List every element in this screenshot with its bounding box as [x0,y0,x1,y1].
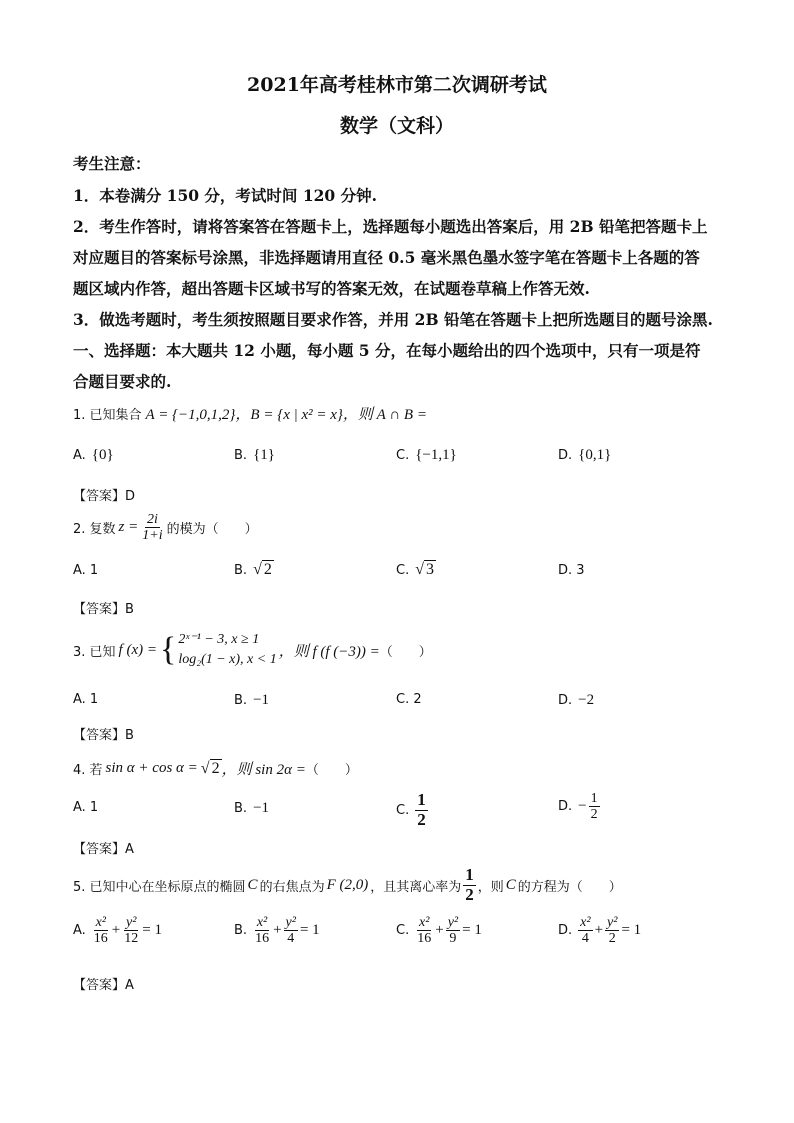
option-label: D. [558,923,573,939]
option-label: B. [234,448,248,463]
question-2-prefix: 2. 复数 [73,522,116,538]
piecewise-cases [178,630,276,671]
q1-option-d[interactable] [558,447,611,464]
eccentricity-fraction [463,866,476,904]
fraction-denominator: 4 [287,931,295,947]
option-label: C. [396,802,410,818]
brace-symbol: { [159,631,177,669]
option-text: D. 3 [558,563,585,578]
option-value: {−1,1} [415,447,457,463]
q2-option-d[interactable] [558,563,585,578]
section-heading-line-1: 一、选择题：本大题共 12 小题，每小题 5 分，在每小题给出的四个选项中，只有一项是符 [73,341,701,360]
notice-line-2: 2．考生作答时，请将答案答在答题卡上，选择题每小题选出答案后，用 2B 铅笔把答题卡上 [73,217,708,236]
fraction-numerator: 1 [417,790,426,809]
fraction-numerator: x² [580,915,591,930]
question-5 [73,866,622,904]
answer-label: 【答案】 [73,489,126,504]
q4-option-d[interactable] [558,791,602,823]
sqrt-radicand: 3 [426,561,434,578]
notice-heading: 考生注意： [73,154,151,173]
option-label: A. [73,448,86,463]
option-value: {0,1} [578,447,612,463]
option-label: B. [234,801,248,816]
fraction-numerator: y² [285,915,296,930]
q4-option-b[interactable] [234,800,269,817]
plus-sign: + [273,922,282,939]
q5-option-d[interactable] [558,915,641,947]
ellipse-c: C [505,876,516,893]
plus-sign: + [435,922,444,939]
q3-option-c[interactable] [396,692,422,707]
fraction-numerator: y² [607,915,618,930]
answer-value: B [125,728,134,743]
option-value: −1 [253,800,270,816]
option-fraction [589,791,600,823]
notice-line-4: 题区域内作答，超出答题卡区域书写的答案无效，在试题卷草稿上作答无效. [73,279,590,298]
option-label: C. [396,448,410,463]
fraction-numerator: y² [447,915,459,930]
option-fraction [446,915,460,947]
equals-one: = 1 [299,922,320,939]
minus-sign: − [578,798,587,815]
answer-label: 【答案】 [73,842,126,857]
question-3-prefix: 3. 已知 [73,644,116,660]
sqrt-radicand: 2 [211,759,220,777]
question-5-text: ，且其离心率为 [370,879,462,895]
notice-line-3: 对应题目的答案标号涂黑，非选择题请用直径 0.5 毫米黑色墨水签字笔在答题卡上各题的答 [73,248,700,267]
option-label: B. [234,562,248,578]
fraction-denominator: 16 [417,931,432,947]
fraction-denominator: 4 [581,931,589,947]
notice-line-5: 3．做选考题时，考生须按照题目要求作答，并用 2B 铅笔在答题卡上把所选题目的题号涂黑. [73,310,713,329]
fraction-numerator: x² [95,915,106,930]
question-4-suffix: （ ） [305,763,358,778]
fraction-denominator: 9 [449,931,457,947]
answer-value: B [125,602,134,617]
question-4-math: sin α + cos α = [105,760,198,776]
fraction-denominator: 16 [93,931,108,947]
fraction-denominator: 2 [417,809,426,829]
ellipse-c: C [247,876,258,893]
q5-option-b[interactable] [234,915,320,947]
question-4-prefix: 4. 若 [73,763,103,778]
equals-one: = 1 [621,922,642,939]
q2-answer [73,598,134,617]
q1-option-c[interactable] [396,447,457,464]
option-label: C. [396,562,410,578]
option-text: A. 1 [73,563,99,578]
sqrt-symbol: √ 2 [200,759,220,777]
question-5-text: 的右焦点为 [259,879,325,895]
q2-option-a[interactable] [73,563,98,578]
option-text: C. 2 [396,692,422,707]
equals-one: = 1 [142,922,162,939]
question-4-math-suffix: ，则 sin 2α = [221,762,306,778]
question-3 [73,630,432,671]
q3-option-b[interactable] [234,692,269,709]
option-fraction [578,915,592,947]
q1-answer [73,485,135,504]
question-5-text: ，则 [477,879,504,895]
option-value: −2 [578,692,595,708]
case-2: log₂(1 − x), x < 1 [178,652,277,668]
answer-label: 【答案】 [73,978,126,993]
q3-option-d[interactable] [558,692,594,709]
fraction-denominator: 2 [608,931,616,947]
question-2-z: z = [118,519,139,536]
question-2-suffix: 的模为（ ） [166,522,258,538]
question-1-math: A = {−1,0,1,2}，B = {x | x² = x}，则 A ∩ B = [145,407,427,423]
option-label: C. [396,923,410,939]
answer-label: 【答案】 [73,728,126,743]
option-label: D. [558,693,573,708]
option-fraction [284,915,298,947]
fraction-denominator: 2 [590,807,598,823]
question-2-fraction [140,512,164,544]
option-text: A. 1 [73,800,99,815]
case-1: 2ˣ⁻¹ − 3, x ≥ 1 [178,632,260,647]
option-fraction [415,915,433,947]
fraction-numerator: x² [419,915,430,930]
option-label: D. [558,448,573,463]
q2-option-c[interactable] [396,561,436,579]
option-text: A. 1 [73,692,99,707]
question-1 [73,403,427,424]
question-3-suffix: （ ） [379,644,432,660]
q1-option-b[interactable] [234,447,275,464]
question-3-math: ，则 f (f (−3)) = [278,643,380,660]
answer-value: A [125,978,134,993]
fraction-denominator: 1+i [142,528,163,544]
sqrt-symbol: √ 3 [415,561,434,578]
q3-answer [73,724,134,743]
fraction-denominator: 16 [255,931,270,947]
sqrt-symbol: √ 2 [253,561,272,578]
option-fraction [415,791,428,829]
exam-subtitle: 数学（文科） [339,115,454,137]
q5-option-a[interactable] [73,915,162,947]
q5-option-c[interactable] [396,915,482,947]
option-fraction [92,915,110,947]
answer-value: A [125,842,134,857]
fraction-numerator: y² [126,915,137,930]
question-5-prefix: 5. 已知中心在坐标原点的椭圆 [73,879,246,895]
option-value: −1 [253,692,270,708]
question-5-suffix: 的方程为（ ） [517,879,622,895]
option-value: {1} [253,447,275,463]
fraction-numerator: 1 [590,791,598,806]
q2-option-b[interactable] [234,561,274,579]
piecewise-brace [160,630,277,671]
q1-option-a[interactable] [73,447,114,464]
fraction-numerator: x² [256,915,268,930]
notice-line-1: 1．本卷满分 150 分，考试时间 120 分钟. [73,186,377,205]
focus-point: F (2,0) [326,876,369,893]
option-label: B. [234,923,248,939]
question-4 [73,758,358,779]
option-label: B. [234,693,248,708]
q4-answer [73,838,134,857]
q3-option-a[interactable] [73,692,98,707]
option-fraction [253,915,271,947]
fraction-denominator: 2 [465,884,474,904]
section-heading-line-2: 合题目要求的. [73,372,172,391]
q4-option-a[interactable] [73,800,98,815]
fraction-denominator: 12 [124,931,139,947]
question-3-fx: f (x) = [118,641,157,658]
option-label: A. [73,923,86,939]
sqrt-radicand: 2 [263,561,272,578]
question-1-prefix: 1. 已知集合 [73,408,142,423]
q5-answer [73,974,134,993]
plus-sign: + [594,922,604,939]
plus-sign: + [111,922,121,939]
exam-title: 2021年高考桂林市第二次调研考试 [247,74,547,96]
q4-option-c[interactable] [396,791,430,829]
question-2 [73,512,258,544]
fraction-numerator: 1 [465,865,474,884]
equals-one: = 1 [462,922,482,939]
option-value: {0} [91,447,114,463]
option-label: D. [558,799,573,815]
answer-label: 【答案】 [73,602,126,617]
option-fraction [605,915,619,947]
answer-value: D [125,489,136,504]
fraction-numerator: 2i [146,512,158,527]
option-fraction [122,915,140,947]
